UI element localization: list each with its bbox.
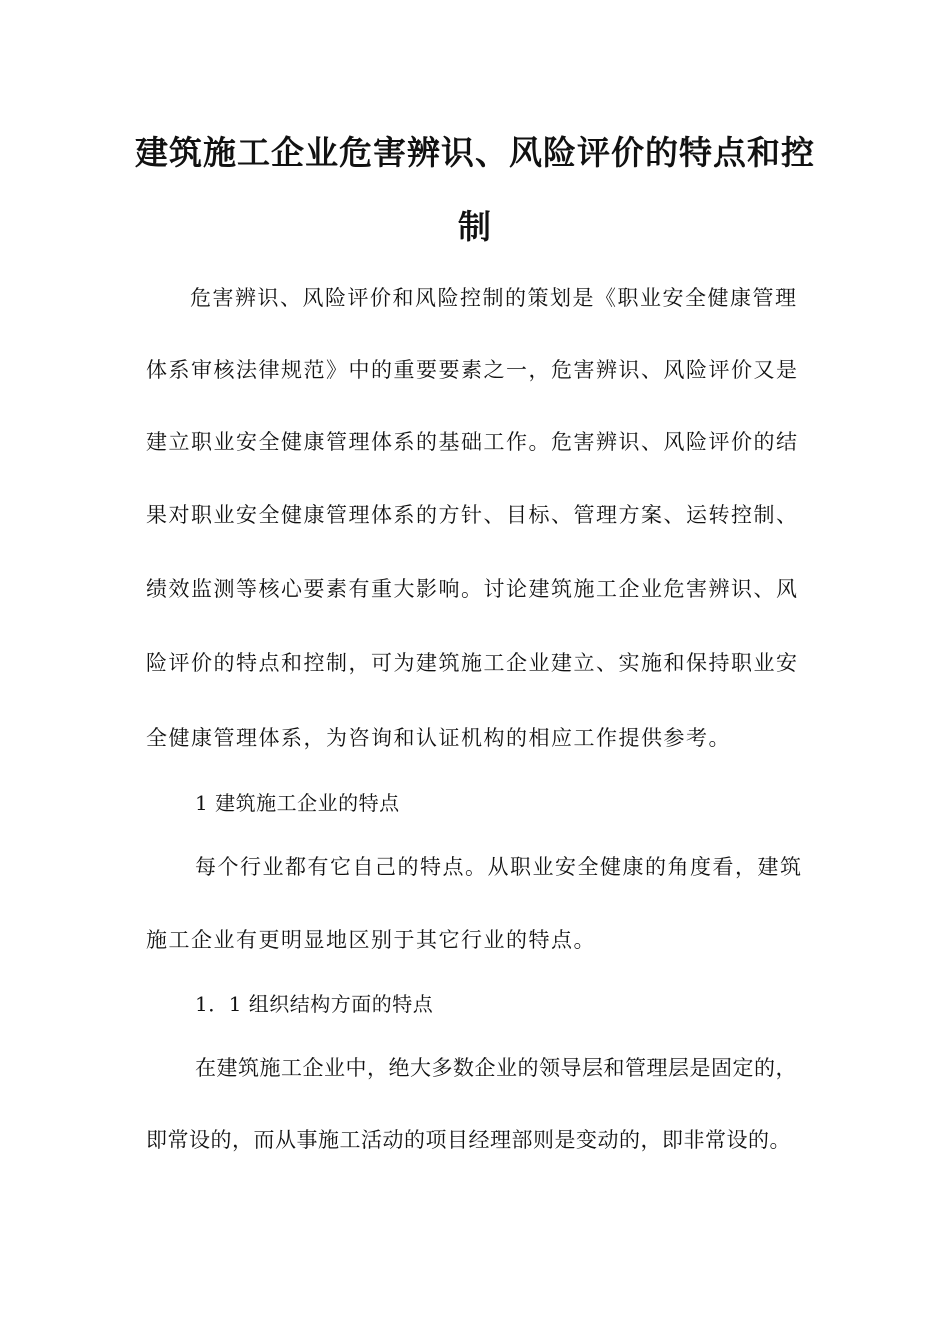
paragraph-line: 施工企业有更明显地区别于其它行业的特点。 <box>146 928 596 952</box>
document-title-line-1: 建筑施工企业危害辨识、风险评价的特点和控 <box>135 133 815 172</box>
paragraph-line: 建立职业安全健康管理体系的基础工作。危害辨识、风险评价的结 <box>146 430 799 454</box>
paragraph-line: 即常设的，而从事施工活动的项目经理部则是变动的，即非常设的。 <box>146 1128 791 1152</box>
paragraph-line: 体系审核法律规范》中的重要要素之一，危害辨识、风险评价又是 <box>146 358 799 382</box>
paragraph-line: 每个行业都有它自己的特点。从职业安全健康的角度看，建筑 <box>195 855 803 879</box>
paragraph-line: 绩效监测等核心要素有重大影响。讨论建筑施工企业危害辨识、风 <box>146 577 799 601</box>
subsection-heading: 1．1 组织结构方面的特点 <box>195 992 434 1016</box>
paragraph-line: 在建筑施工企业中，绝大多数企业的领导层和管理层是固定的， <box>195 1056 797 1080</box>
paragraph-line: 危害辨识、风险评价和风险控制的策划是《职业安全健康管理 <box>190 286 798 310</box>
paragraph-line: 全健康管理体系，为咨询和认证机构的相应工作提供参考。 <box>146 726 731 750</box>
paragraph-line: 果对职业安全健康管理体系的方针、目标、管理方案、运转控制、 <box>146 503 799 527</box>
paragraph-line: 险评价的特点和控制，可为建筑施工企业建立、实施和保持职业安 <box>146 651 799 675</box>
section-heading: 1 建筑施工企业的特点 <box>195 791 400 815</box>
document-title-line-2: 制 <box>458 207 492 246</box>
